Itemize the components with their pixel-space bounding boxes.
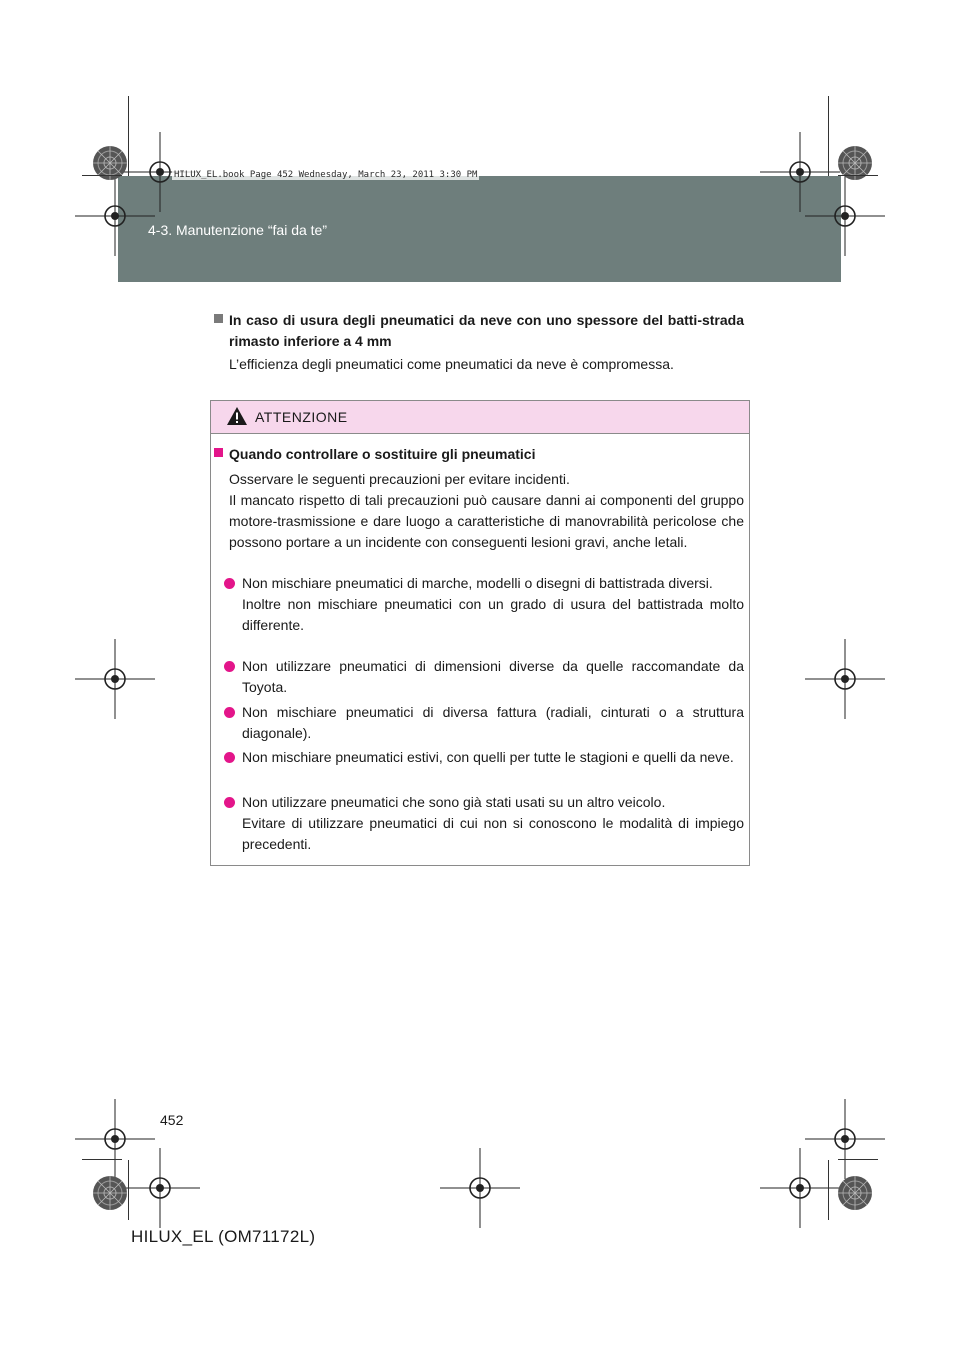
- book-stamp: HILUX_EL.book Page 452 Wednesday, March 23, 2011 3:30 PM: [174, 170, 478, 180]
- intro-heading: In caso di usura degli pneumatici da neve con uno spessore del batti-strada rimasto inferiore a 4 mm: [229, 312, 744, 349]
- warning-triangle-icon: [226, 406, 248, 426]
- warning-item-text: Non mischiare pneumatici di diversa fattura (radiali, cinturati o a struttura diagonale).: [242, 704, 744, 741]
- section-title: 4-3. Manutenzione “fai da te”: [148, 222, 327, 238]
- registration-mark-icon: [75, 639, 155, 719]
- trim-line: [128, 1160, 129, 1220]
- warning-box: [210, 400, 750, 866]
- warning-item-text: Non utilizzare pneumatici di dimensioni diverse da quelle raccomandate da Toyota.: [242, 658, 744, 695]
- trim-line: [828, 96, 829, 176]
- warning-intro-line: Osservare le seguenti precauzioni per evitare incidenti.: [229, 471, 570, 487]
- trim-line: [82, 1159, 122, 1160]
- square-bullet-icon: [214, 314, 223, 323]
- warning-item-text: Non mischiare pneumatici estivi, con quelli per tutte le stagioni e quelli da neve.: [242, 749, 734, 765]
- trim-line: [82, 175, 122, 176]
- trim-line: [838, 175, 878, 176]
- warning-intro-line: Il mancato rispetto di tali precauzioni può causare danni ai componenti del gruppo motore-trasmissione e dare luogo a caratteristiche di manovrabilità pericolose che possono portare a un incidente con conseguenti lesioni gravi, anche letali.: [229, 492, 744, 550]
- bullet-dot-icon: [224, 797, 235, 808]
- intro-body: L’efficienza degli pneumatici come pneumatici da neve è compromessa.: [229, 356, 674, 372]
- bullet-dot-icon: [224, 752, 235, 763]
- registration-mark-icon: [805, 176, 885, 256]
- warning-item-text: Inoltre non mischiare pneumatici con un grado di usura del battistrada molto differente.: [242, 596, 744, 633]
- page-number: 452: [160, 1112, 184, 1128]
- trim-line: [838, 1159, 878, 1160]
- registration-mark-icon: [440, 1148, 520, 1228]
- warning-title: ATTENZIONE: [255, 409, 348, 425]
- warning-item-text: Non utilizzare pneumatici che sono già stati usati su un altro veicolo.: [242, 794, 666, 810]
- bullet-dot-icon: [224, 661, 235, 672]
- registration-mark-icon: [75, 176, 155, 256]
- registration-mark-icon: [120, 1148, 200, 1228]
- bullet-dot-icon: [224, 578, 235, 589]
- document-code: HILUX_EL (OM71172L): [131, 1227, 316, 1246]
- registration-mark-icon: [805, 639, 885, 719]
- radial-wheel-icon: [92, 1175, 128, 1211]
- warning-intro: [229, 469, 744, 553]
- radial-wheel-icon: [837, 1175, 873, 1211]
- warning-heading: Quando controllare o sostituire gli pneumatici: [229, 446, 536, 462]
- warning-item-text: Non mischiare pneumatici di marche, modelli o disegni di battistrada diversi.: [242, 575, 713, 591]
- trim-line: [128, 96, 129, 176]
- trim-line: [828, 1160, 829, 1220]
- bullet-dot-icon: [224, 707, 235, 718]
- warning-item-text: Evitare di utilizzare pneumatici di cui non si conoscono le modalità di impiego precedenti.: [242, 815, 744, 852]
- square-bullet-icon: [214, 448, 223, 457]
- warning-header: [211, 401, 749, 434]
